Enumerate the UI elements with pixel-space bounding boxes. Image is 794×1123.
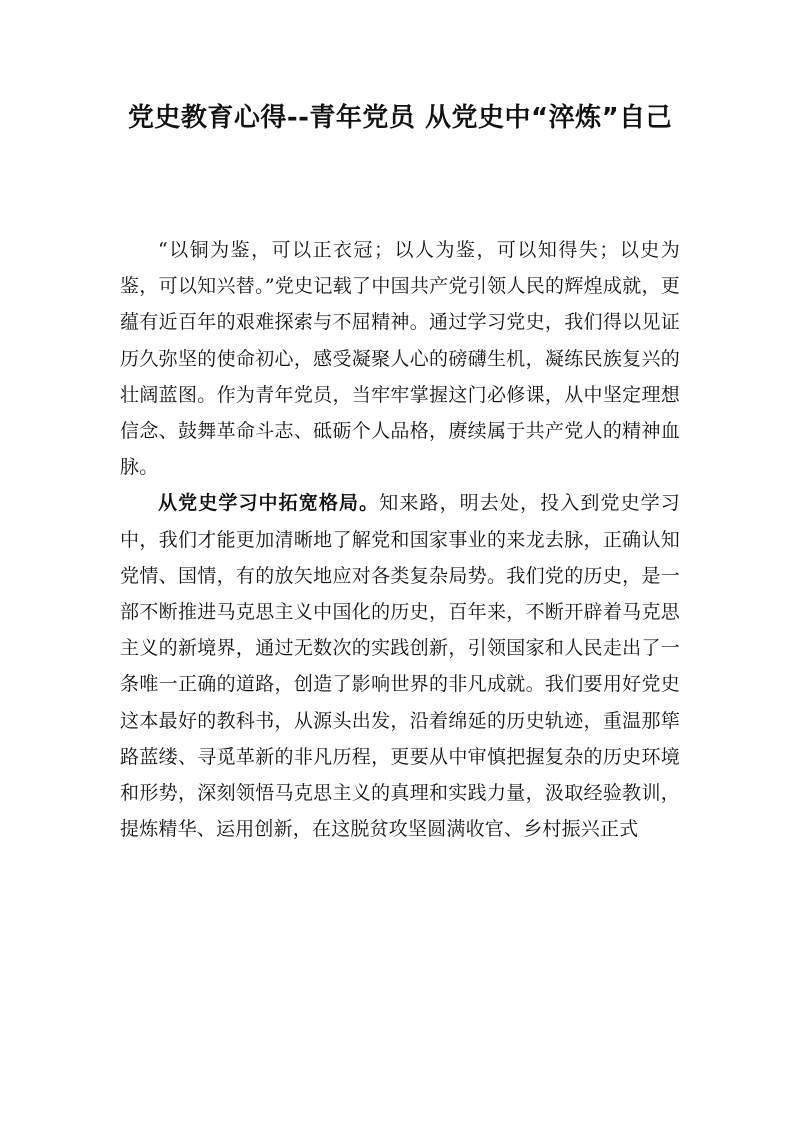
paragraph-intro (120, 232, 680, 485)
paragraph-broaden-vision-text: 知来路，明去处，投入到党史学习中，我们才能更加清晰地了解党和国家事业的来龙去脉，正确认知党情、国情，有的放矢地应对各类复杂局势。我们党的历史，是一部不断推进马克思主义中国化的历史，百年来，不断开辟着马克思主义的新境界，通过无数次的实践创新，引领国家和人民走出了一条唯一正确的道路，创造了影响世界的非凡成就。我们要用好党史这本最好的教科书，从源头出发，沿着绵延的历史轨迹，重温那筚路蓝缕、寻觅革新的非凡历程，更要从中审慎把握复杂的历史环境和形势，深刻领悟马克思主义的真理和实践力量，汲取经验教训，提炼精华、运用创新，在这脱贫攻坚圆满收官、乡村振兴正式 (120, 492, 680, 841)
document-body (120, 232, 680, 847)
paragraph-broaden-vision (120, 485, 680, 847)
paragraph-lead-heading: 从党史学习中拓宽格局。 (158, 492, 380, 515)
paragraph-intro-text: “以铜为鉴，可以正衣冠；以人为鉴，可以知得失；以史为鉴，可以知兴替。”党史记载了中国共产党引领人民的辉煌成就，更蕴有近百年的艰难探索与不屈精神。通过学习党史，我们得以见证历久弥坚的使命初心，感受凝聚人心的磅礴生机，凝练民族复兴的壮阔蓝图。作为青年党员，当牢牢掌握这门必修课，从中坚定理想信念、鼓舞革命斗志、砥砺个人品格，赓续属于共产党人的精神血脉。 (120, 239, 680, 479)
document-title: 党史教育心得--青年党员 从党史中“淬炼”自己 (127, 103, 673, 133)
